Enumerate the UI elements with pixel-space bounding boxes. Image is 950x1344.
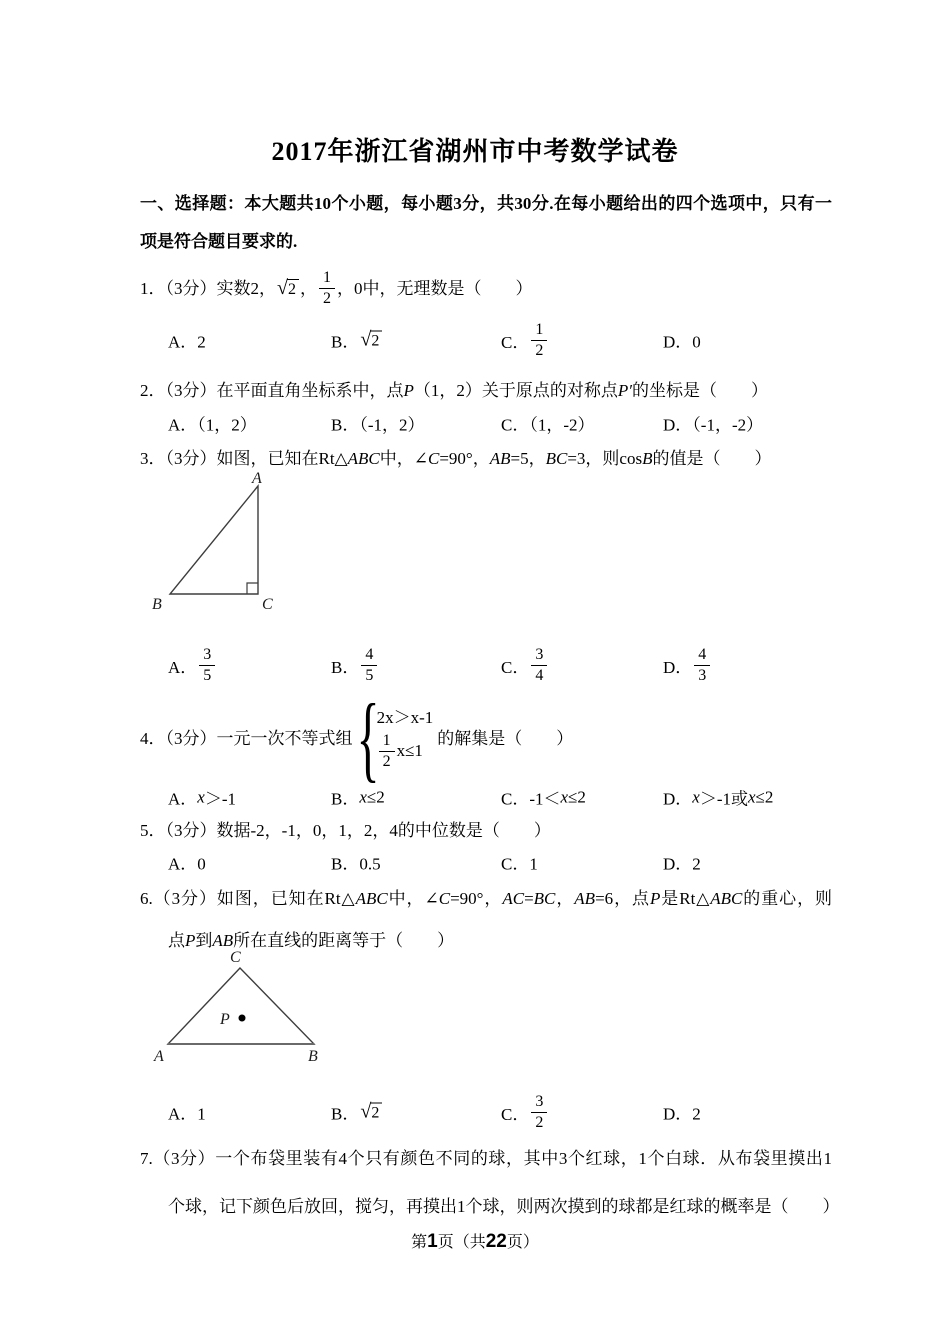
q3-option-c: C． $\frac{3}{4}$ [501, 646, 549, 684]
page-footer [0, 1229, 950, 1253]
q3-figure-right-triangle [140, 470, 320, 620]
page-title: 2017年浙江省湖州市中考数学试卷 [271, 137, 679, 166]
question-6-stem-line1: 6.（3分）如图，已知在Rt△ABC中，∠C=90°，AC=BC，AB=6，点P是Rt△ABC的重心，则 [140, 889, 833, 908]
q2-option-d: D．（-1，-2） [663, 415, 764, 435]
left-brace: { [356, 684, 380, 791]
triangle-outline [168, 968, 314, 1044]
q6-option-d: D．2 [663, 1104, 701, 1124]
question-3-stem: 3．（3分）如图，已知在Rt△ABC中，∠C=90°，AB=5，BC=3，则cosB的值是（ ） [140, 449, 772, 468]
q1-option-d: D．0 [663, 332, 701, 352]
vertex-label-b: B [152, 596, 162, 613]
q1-option-a: A．2 [168, 332, 206, 352]
q1-option-b: B． √ 2 [331, 328, 383, 353]
q6-option-a: A．1 [168, 1104, 206, 1124]
q4-option-b: B． x ≤2 [331, 787, 385, 809]
question-4-stem [140, 684, 860, 791]
question-6-stem-line2: 点P到AB所在直线的距离等于（ ） [168, 931, 455, 950]
q3-option-d: D． $\frac{4}{3}$ [663, 646, 712, 684]
q4-inequality-system [356, 684, 434, 791]
footer-suffix: 页） [506, 1234, 539, 1251]
question-7-stem-line2: 个球，记下颜色后放回，搅匀，再摸出1个球，则两次摸到的球都是红球的概率是（ ） [168, 1197, 840, 1216]
q4-stem-before: 4．（3分）一元一次不等式组 [140, 728, 353, 748]
q5-option-d: D．2 [663, 854, 701, 874]
q4-option-d: D． x ＞-1或 x ≤2 [663, 787, 774, 809]
q4-stem-after: 的解集是（ ） [437, 728, 574, 748]
q5-option-c: C．1 [501, 854, 538, 874]
centroid-label-p: P [220, 1011, 230, 1028]
question-3-options [140, 640, 850, 690]
vertex-label-b: B [308, 1048, 318, 1065]
q3-option-a: A． $\frac{3}{5}$ [168, 646, 217, 684]
q6-option-c: C． $\frac{3}{2}$ [501, 1093, 549, 1131]
footer-prefix: 第 [411, 1234, 428, 1251]
section-header-line1: 一、选择题：本大题共10个小题，每小题3分，共30分.在每小题给出的四个选项中，只有一 [140, 194, 832, 213]
q2-option-a: A．（1，2） [168, 415, 257, 435]
question-5-stem: 5．（3分）数据-2，-1，0，1，2，4的中位数是（ ） [140, 821, 551, 840]
question-1-options [140, 316, 850, 364]
q2-option-b: B．（-1，2） [331, 415, 425, 435]
question-2-options [140, 413, 850, 433]
footer-mid: 页（共 [437, 1234, 486, 1251]
question-7-stem-line1: 7.（3分）一个布袋里装有4个只有颜色不同的球，其中3个红球，1个白球．从布袋里摸出1 [140, 1149, 832, 1168]
q4-option-a: A． x ＞-1 [168, 787, 236, 809]
question-1-stem: 1．（3分）实数2， √ 2 ， $\frac{1}{2}$ ，0中，无理数是（ ） [140, 269, 533, 307]
question-2-stem: 2．（3分）在平面直角坐标系中，点P（1，2）关于原点的对称点P′的坐标是（ ） [140, 381, 768, 400]
question-6-options [140, 1088, 850, 1136]
centroid-point [239, 1015, 246, 1022]
right-angle-marker [247, 583, 258, 594]
question-5-options [140, 852, 850, 872]
section-header-line2: 项是符合题目要求的. [140, 232, 298, 251]
q6-option-b: B． √ 2 [331, 1100, 383, 1125]
vertex-label-c: C [262, 596, 273, 613]
q2-option-c: C．（1，-2） [501, 415, 595, 435]
q4-case-row2: $\frac{1}{2}$ x≤1 [377, 732, 434, 770]
vertex-label-a: A [154, 1048, 164, 1065]
footer-total-pages: 22 [485, 1231, 507, 1252]
question-4-options [140, 787, 850, 807]
q3-option-b: B． $\frac{4}{5}$ [331, 646, 379, 684]
q4-case-row1: 2x＞x-1 [376, 708, 434, 727]
q6-figure-triangle-centroid [150, 948, 350, 1068]
footer-page-number: 1 [427, 1231, 438, 1252]
q5-option-b: B．0.5 [331, 854, 381, 874]
q4-option-c: C．-1＜ x ≤2 [501, 787, 586, 809]
triangle-outline [170, 486, 258, 594]
q1-option-c: C． $\frac{1}{2}$ [501, 321, 549, 359]
vertex-label-c: C [230, 949, 241, 966]
q5-option-a: A．0 [168, 854, 206, 874]
vertex-label-a: A [252, 470, 262, 487]
